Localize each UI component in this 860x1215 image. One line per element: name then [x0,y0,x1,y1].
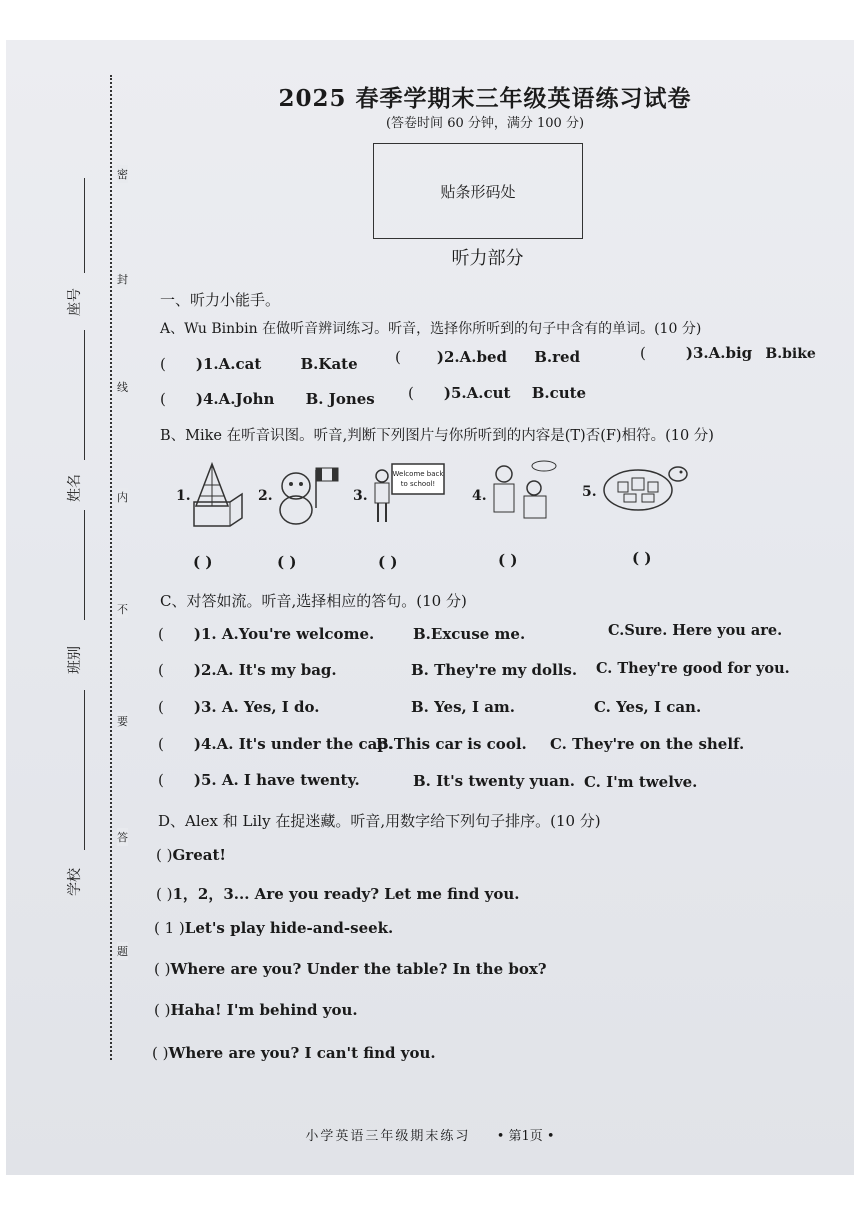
name-label: 姓名 [67,474,83,502]
picture-answer: ( ) [632,549,652,567]
part-a-item [640,344,816,362]
picture-number: 5. [582,484,597,500]
option-b: B.Kate [300,355,358,373]
option-b: B.cute [531,384,587,402]
option-a: )3.A.big [685,344,753,362]
barcode-label: 贴条形码处 [440,182,516,201]
barcode-box [373,143,583,239]
part-d-item [154,960,547,978]
part-a-item [160,390,375,408]
option-a: )5. A. I have twenty. [193,771,360,789]
sentence: Great! [172,846,226,864]
exam-title: 2025 春季学期末三年级英语练习试卷 [278,85,692,112]
part-c-item: ( )5. A. I have twenty. [158,771,360,789]
school-label: 学校 [67,868,83,896]
part-d-item [154,1001,358,1019]
listening-title: 听力部分 [451,248,524,269]
part-c-item: ( )1. A.You're welcome. [158,625,375,643]
sentence: Haha! I'm behind you. [170,1001,358,1019]
option-c: C. They're good for you. [596,660,790,677]
picture-answer: ( ) [277,553,297,571]
dog-with-flag-icon [272,462,342,528]
part-c-item: ( )2.A. It's my bag. [158,661,337,679]
section-heading: 一、听力小能手。 [160,291,281,309]
part-b-instruction: B、Mike 在听音识图。听音,判断下列图片与你所听到的内容是(T)否(F)相符。(10 分) [160,428,714,444]
answer-paren: ( ) [154,1001,171,1019]
pyramid-in-box-icon [190,460,246,528]
blackboard-text: Welcome back [392,470,444,478]
option-a: )5.A.cut [443,384,511,402]
option-c: C. Yes, I can. [594,698,702,716]
option-a: )1. A.You're welcome. [193,625,375,643]
option-a: )1.A.cat [195,355,262,373]
part-d-item [154,919,393,937]
teacher-blackboard-icon [370,460,450,526]
answer-paren: ( ) [156,846,173,864]
part-a-instruction: A、Wu Binbin 在做听音辨词练习。听音，选择你所听到的句子中含有的单词。(10 分) [160,321,702,337]
answer-paren: ( [395,348,401,366]
answer-paren: ( 1 ) [154,919,185,937]
picture-number: 4. [472,488,487,504]
seal-char: 线 [117,378,128,396]
part-c-item: ( )3. A. Yes, I do. [158,698,320,716]
class-label: 班别 [67,646,83,674]
picture-number: 2. [258,488,273,504]
part-a-item [395,348,580,366]
part-a-item [408,384,586,402]
picture-answer: ( ) [378,553,398,571]
binding-dotted-line [110,75,112,1060]
seal-char: 答 [117,828,128,846]
option-b: B.This car is cool. [376,735,527,753]
option-b: B. They're my dolls. [411,661,578,679]
sentence: Where are you? Under the table? In the box? [170,960,547,978]
option-b: B.Excuse me. [413,625,526,643]
part-d-item [156,846,226,864]
seal-char: 封 [117,270,128,288]
footer-text: 小学英语三年级期末练习 [305,1129,471,1144]
answer-paren: ( [408,384,414,402]
part-d-item [156,883,519,904]
exam-subtitle: (答卷时间 60 分钟，满分 100 分) [385,116,585,131]
sentence: 1，2，3... Are you ready? Let me find you. [172,885,520,903]
svg-text:to school!: to school! [400,480,436,488]
seal-char: 要 [117,712,128,730]
page-number: • 第1页 • [496,1129,555,1144]
part-c-instruction: C、对答如流。听音,选择相应的答句。(10 分) [160,592,467,610]
option-a: )2.A. It's my bag. [193,661,337,679]
picture-answer: ( ) [193,553,213,571]
name-line [84,510,85,620]
option-b: B.red [534,348,581,366]
class-line [84,690,85,850]
option-b: B. It's twenty yuan. [413,772,575,790]
part-c-item: ( )4.A. It's under the cap. [158,735,394,753]
part-d-item [152,1044,436,1062]
option-c: C. They're on the shelf. [550,735,745,753]
option-a: )4.A.John [195,390,275,408]
seat-number-label: 座号 [67,288,83,316]
people-talking-icon [486,458,562,528]
answer-paren: ( [640,344,646,362]
part-d-instruction: D、Alex 和 Lily 在捉迷藏。听音,用数字给下列句子排序。(10 分) [158,812,601,830]
answer-paren: ( ) [154,960,171,978]
seal-char: 不 [117,600,128,618]
sentence: Let's play hide-and-seek. [184,919,394,937]
option-a: )4.A. It's under the cap. [193,735,394,753]
turtle-icon [598,460,690,518]
answer-paren: ( ) [156,885,173,903]
answer-paren: ( [160,355,166,373]
name-line-top [84,330,85,460]
picture-number: 1. [176,488,191,504]
option-c: C. I'm twelve. [584,773,698,791]
answer-paren: ( [160,390,166,408]
part-a-item [160,355,358,373]
page-footer [0,1125,860,1144]
picture-number: 3. [353,488,368,504]
picture-answer: ( ) [498,551,518,569]
option-b: B.bike [765,346,816,362]
seal-char: 题 [117,942,128,960]
sentence: Where are you? I can't find you. [168,1044,436,1062]
option-b: B. Yes, I am. [411,698,516,716]
option-a: )2.A.bed [436,348,507,366]
seal-char: 内 [117,488,128,506]
seal-char: 密 [117,165,128,183]
option-c: C.Sure. Here you are. [608,622,783,639]
option-b: B. Jones [305,390,375,408]
answer-paren: ( ) [152,1044,169,1062]
option-a: )3. A. Yes, I do. [193,698,320,716]
